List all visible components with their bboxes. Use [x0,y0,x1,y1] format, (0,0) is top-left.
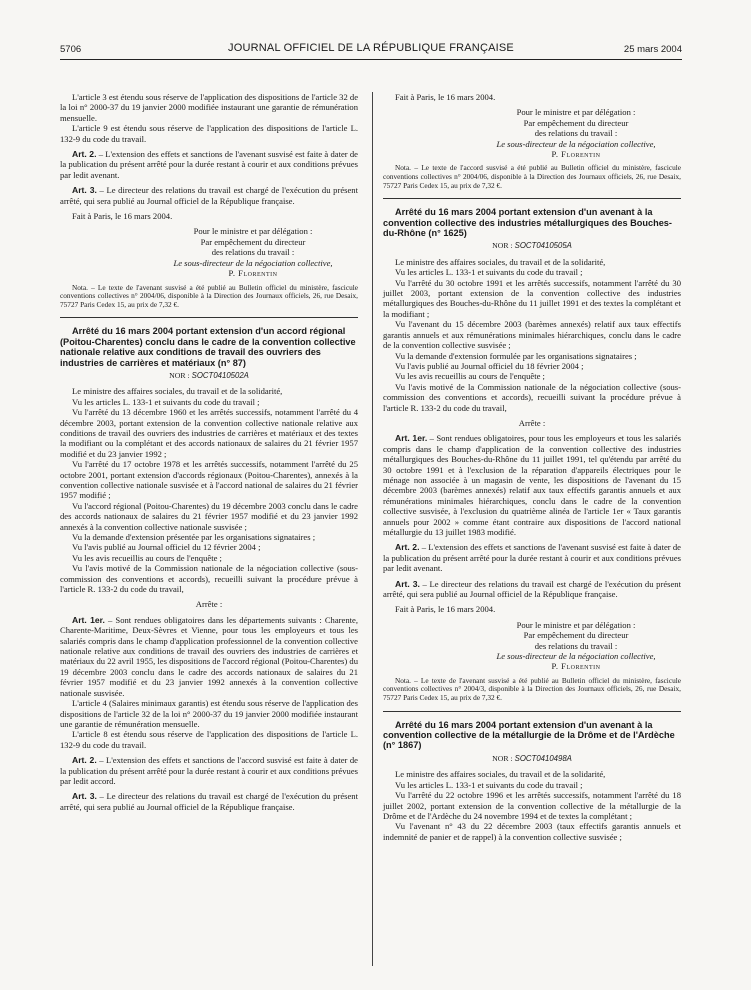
nota: Nota. – Le texte de l'accord susvisé a été publié au Bulletin officiel du ministère, fascicule conventions collectives n° 2004/06, disponible à la Direction des Journaux officiels, 26, rue Desaix, 75727 Paris Cedex 15, au prix de 7,32 €. [383,163,681,190]
paragraph: L'article 4 (Salaires minimaux garantis) est étendu sous réserve de l'application des dispositions de l'article 32 de la loi n° 2000-37 du 19 janvier 2000 modifiée instaurant une garantie de rémunération mensuelle. [60,698,358,729]
paragraph: L'article 8 est étendu sous réserve de l'application des dispositions de l'article L. 132-9 du code du travail. [60,729,358,750]
sig-line: Par empêchement du directeur [523,117,629,128]
right-column [383,92,681,842]
article-2 [383,542,681,573]
separator [383,711,681,712]
fait-line: Fait à Paris, le 16 mars 2004. [395,604,496,615]
nor-label: NOR : [492,241,513,251]
article-text: – Sont rendues obligatoires dans les départements suivants : Charente, Charente-Maritime, Deux-Sèvres et Vienne, pour tous les employeurs et tous les salariés compris dans le champ d'application professionnel de la convention collective nationale relative aux conditions de travail des ouvriers des industries de carrières et matériaux du 22 avril 1955, les dispositions de l'accord régional (Poitou-Charentes) du 19 décembre 2003 conclu dans le cadre des accords nationaux de salaires du 21 février 1957 modifié et du 23 janvier 1992 annexés à la convention collective nationale susvisée. [60,614,358,698]
sig-line: des relations du travail : [534,640,618,651]
decree-title: Arrêté du 16 mars 2004 portant extension d'un avenant à la convention collective de la métallurgie de la Drôme et de l'Ardèche (n° 1867) [383,719,675,751]
article-text: – Sont rendues obligatoires, pour tous les employeurs et tous les salariés compris dans le champ d'application de la convention collective des industries métallurgiques des Bouches-du-Rhône du 11 juillet 1991, tel qu'étendu par arrêté du 30 octobre 1991 et à l'exclusion de la réparation d'appareils électriques pour le ménage non associée à un magasin de vente, les dispositions de l'avenant du 15 décembre 2003 (barèmes annexés) relatif aux taux effectifs garantis annuels et aux rémunérations minimales hiérarchiques, conclu dans le cadre de la convention collective susvisée, à l'exclusion du quatrième alinéa de l'article 1er « Taux garantis annuels pour 2002 » comme étant contraire aux dispositions de l'accord national métallurgie du 13 juillet 1983 modifié. [383,433,681,537]
paragraph: Vu l'avis publié au Journal officiel du 12 février 2004 ; [72,542,261,553]
nota: Nota. – Le texte de l'avenant susvisé a été publié au Bulletin officiel du ministère, fascicule conventions collectives n° 2004/3, disponible à la Direction des Journaux officiels, 26, rue Desaix, 75727 Paris Cedex 15, au prix de 7,32 €. [383,675,681,703]
article-text: – L'extension des effets et sanctions de l'avenant susvisé est faite à dater de la publication du présent arrêté pour la durée restant à courir et aux conditions prévues par ledit avenant. [60,149,358,180]
decree-title: Arrêté du 16 mars 2004 portant extension d'un avenant à la convention collective des industries métallurgiques des Bouches-du-Rhône (n° 1625) [383,207,672,239]
article-text: – L'extension des effets et sanctions de l'avenant susvisé est faite à dater de la publication du présent arrêté pour la durée restant à courir et aux conditions prévues par ledit avenant. [383,542,681,574]
sig-line: Pour le ministre et par délégation : [193,226,313,237]
paragraph: Vu l'avenant du 15 décembre 2003 (barèmes annexés) relatif aux taux effectifs garantis annuels et aux rémunérations minimales hiérarchiques, conclu dans le cadre de la convention collective susvisée ; [383,319,681,351]
signature-block [60,226,358,278]
sig-line: Pour le ministre et par délégation : [516,107,636,118]
paragraph: Vu la demande d'extension présentée par les organisations signataires ; [72,532,316,542]
paragraph: L'article 3 est étendu sous réserve de l'application des dispositions de l'article 32 de la loi n° 2000-37 du 19 janvier 2000 modifiée instaurant une garantie de rémunération mensuelle. [60,92,359,123]
paragraph: L'article 9 est étendu sous réserve de l'application des dispositions de l'article L. 132-9 du code du travail. [60,123,358,144]
nor-label: NOR : [492,753,513,763]
article-label: Art. 1er. [395,433,428,444]
nota: Nota. – Le texte de l'avenant susvisé a été publié au Bulletin officiel du ministère, fascicule conventions collectives n° 2004/06, disponible à la Direction des Journaux officiels, 26, rue Desaix, 75727 Paris Cedex 15, au prix de 7,32 €. [60,282,358,309]
paragraph: Le ministre des affaires sociales, du travail et de la solidarité, [395,256,606,267]
journal-title: JOURNAL OFFICIEL DE LA RÉPUBLIQUE FRANÇAISE [228,42,514,54]
fait-line: Fait à Paris, le 16 mars 2004. [72,211,173,222]
nor-code: SOCT0410502A [191,370,249,380]
paragraph: Vu les avis recueillis au cours de l'enquête ; [72,552,222,563]
article-label: Art. 3. [395,578,420,589]
paragraph: Vu les articles L. 133-1 et suivants du code du travail ; [395,779,583,790]
article-3 [60,185,358,206]
separator [383,198,681,199]
article-1 [60,615,358,698]
paragraph: Vu les articles L. 133-1 et suivants du code du travail ; [72,396,260,407]
article-text: – Le directeur des relations du travail est chargé de l'exécution du présent arrêté, qui sera publié au Journal officiel de la République française. [60,791,358,812]
nor-line [383,754,681,764]
article-2 [60,149,358,180]
paragraph: Vu l'accord régional (Poitou-Charentes) du 19 décembre 2003 conclu dans le cadre des accords nationaux de salaires du 21 février 1957 modifié et du 23 janvier 1992 annexés à la convention collective nationale susvisée ; [60,500,358,532]
article-1 [383,433,681,537]
signatory-name: P. Florentin [551,149,601,160]
sig-line: des relations du travail : [534,128,618,139]
signature-block [383,620,681,672]
article-label: Art. 3. [72,791,97,802]
signature-block [383,107,681,159]
paragraph: Vu l'avenant n° 43 du 22 décembre 2003 (taux effectifs garantis annuels et indemnité de panier et de rappel) à la convention collective susvisée ; [383,821,681,842]
sig-line: Le sous-directeur de la négociation collective, [173,257,333,268]
article-text: – Le directeur des relations du travail est chargé de l'exécution du présent arrêté, qui sera publié au Journal officiel de la République française. [383,578,681,600]
paragraph: Vu la demande d'extension formulée par les organisations signataires ; [395,350,637,361]
article-label: Art. 2. [72,149,97,160]
paragraph: Vu l'avis motivé de la Commission nationale de la négociation collective (sous-commission des conventions et accords), recueilli suivant la procédure prévue à l'article R. 133-2 du code du travail, [60,563,358,595]
paragraph: Le ministre des affaires sociales, du travail et de la solidarité, [72,386,283,397]
header-rule [60,59,682,60]
paragraph: Vu l'arrêté du 17 octobre 1978 et les arrêtés successifs, notamment l'arrêté du 25 octobre 2001, portant extension d'accords régionaux (Poitou-Charentes), annexés à la convention collective nationale susvisée et à l'accord national de salaires du 21 février 1957 modifié ; [60,459,358,501]
paragraph: Vu l'arrêté du 13 décembre 1960 et les arrêtés successifs, notamment l'arrêté du 4 décembre 2003, portant extension de la convention collective nationale relative aux conditions de travail des ouvriers des industries de carrières et matériaux et des textes la modifiant ou la complétant et des accords nationaux de salaires du 21 février 1957 modifié et du 23 janvier 1992 ; [60,407,358,459]
page-header [60,42,682,58]
nor-code: SOCT0410498A [514,753,572,763]
paragraph: Vu l'arrêté du 30 octobre 1991 et les arrêtés successifs, notamment l'arrêté du 30 juillet 2003, portant extension de la convention collective des industries métallurgiques des Bouches-du-Rhône du 11 juillet 1991 et des textes la complétant et la modifiant ; [383,277,681,319]
arrete: Arrête : [518,417,546,428]
signatory-name: P. Florentin [228,268,278,279]
paragraph: Vu les avis recueillis au cours de l'enquête ; [395,371,545,382]
article-2 [60,755,358,786]
paragraph: Vu l'avis publié au Journal officiel du 18 février 2004 ; [395,360,584,371]
article-label: Art. 2. [395,542,420,553]
sig-line: Le sous-directeur de la négociation collective, [496,651,656,662]
article-3 [60,791,358,812]
nor-code: SOCT0410505A [514,241,572,251]
signatory-name: P. Florentin [551,661,601,672]
separator [60,317,358,318]
article-label: Art. 3. [72,185,97,196]
nor-label: NOR : [169,370,190,380]
nor-line [383,241,681,251]
issue-date: 25 mars 2004 [623,44,682,55]
fait-line: Fait à Paris, le 16 mars 2004. [395,92,496,102]
paragraph: Vu l'avis motivé de la Commission nationale de la négociation collective (sous-commission des conventions et accords), recueilli suivant la procédure prévue à l'article R. 133-2 du code du travail, [383,381,681,413]
paragraph: Vu les articles L. 133-1 et suivants du code du travail ; [395,267,583,278]
page-number: 5706 [60,44,82,55]
sig-line: Pour le ministre et par délégation : [516,619,636,630]
nor-line [60,371,358,381]
article-3 [383,579,681,600]
column-divider [372,92,373,966]
arrete: Arrête : [195,599,223,610]
article-label: Art. 1er. [72,614,105,625]
article-label: Art. 2. [72,755,97,766]
paragraph: Le ministre des affaires sociales, du travail et de la solidarité, [395,769,606,780]
decree-title: Arrêté du 16 mars 2004 portant extension d'un accord régional (Poitou-Charentes) conclu dans le cadre de la convention collective nationale relative aux conditions de travail des ouvriers des industries de carrières et matériaux (n° 87) [60,326,356,368]
sig-line: des relations du travail : [211,247,295,258]
sig-line: Par empêchement du directeur [200,236,306,247]
sig-line: Par empêchement du directeur [523,630,629,641]
article-text: – L'extension des effets et sanctions de l'accord susvisé est faite à dater de la publication du présent arrêté pour la durée restant à courir et aux conditions prévues par ledit accord. [60,755,358,786]
sig-line: Le sous-directeur de la négociation collective, [496,138,656,149]
left-column [60,92,358,812]
article-text: – Le directeur des relations du travail est chargé de l'exécution du présent arrêté, qui sera publié au Journal officiel de la République française. [60,185,358,206]
paragraph: Vu l'arrêté du 22 octobre 1996 et les arrêtés successifs, notamment l'arrêté du 18 juillet 2002, portant extension de la convention collective de la métallurgie de la Drôme et de l'Ardèche du 24 novembre 1994 et de textes la complétant ; [383,790,681,821]
